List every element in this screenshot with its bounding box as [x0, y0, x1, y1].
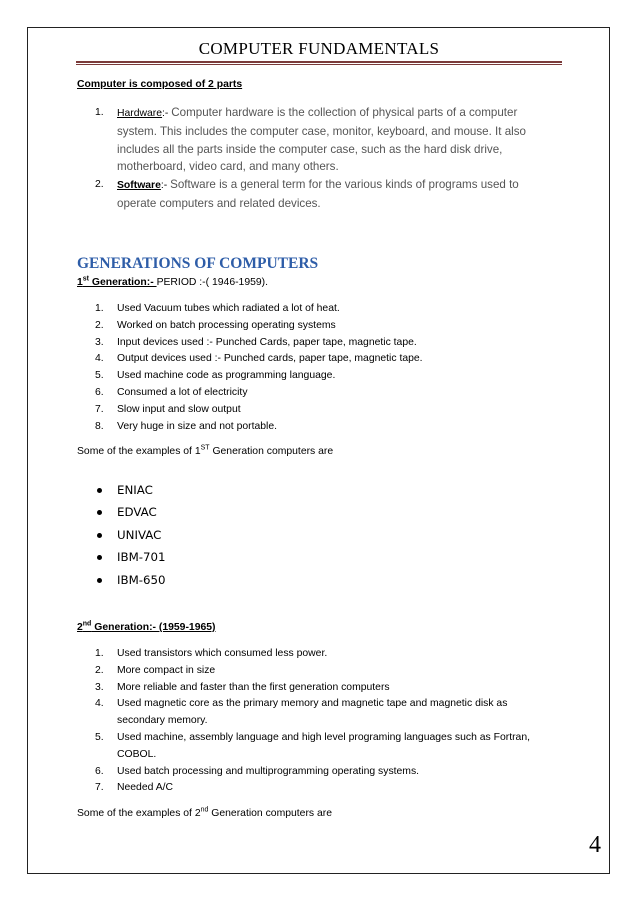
- list-item: 4. Used magnetic core as the primary memory and magnetic tape and magnetic disk as secondary memory.: [95, 698, 508, 727]
- separator: :-: [160, 180, 171, 192]
- header-rule-thin: [76, 64, 562, 65]
- composition-list: [95, 104, 555, 213]
- list-item: 4. Output devices used :- Punched cards, paper tape, magnetic tape.: [95, 353, 423, 365]
- first-generation-examples-intro: Some of the examples of 1ST Generation computers are: [77, 444, 334, 457]
- first-generation-list: [95, 301, 555, 435]
- list-item: 7. Slow input and slow output: [95, 403, 241, 415]
- first-generation-period: PERIOD :-( 1946-1959).: [156, 277, 269, 288]
- list-item: 1. Used transistors which consumed less power.: [95, 648, 328, 659]
- list-number: 2.: [95, 179, 104, 191]
- separator: :-: [162, 108, 172, 119]
- bullet-icon: [97, 488, 102, 493]
- list-item: 7. Needed A/C: [95, 782, 174, 794]
- hardware-line-4: motherboard, video card, and many others.: [117, 160, 339, 174]
- hardware-line-2: system. This includes the computer case, monitor, keyboard, and mouse. It also: [117, 124, 526, 138]
- second-generation-list: [95, 646, 555, 797]
- composition-heading: Computer is composed of 2 parts: [77, 79, 243, 90]
- first-generation-label: 1st Generation:-: [77, 275, 157, 288]
- hardware-line-1: Computer hardware is the collection of physical parts of a computer: [171, 106, 518, 119]
- list-number: 1.: [95, 107, 104, 118]
- first-generation-heading: [77, 277, 268, 288]
- generations-heading: GENERATIONS OF COMPUTERS: [77, 255, 319, 272]
- list-item: 6. Consumed a lot of electricity: [95, 386, 248, 398]
- list-item-hardware: [95, 104, 555, 176]
- software-line-1: Software is a general term for the various kinds of programs used to: [170, 178, 519, 192]
- page-header-title: COMPUTER FUNDAMENTALS: [198, 39, 440, 58]
- bullet-icon: [97, 555, 102, 560]
- second-generation-heading: 2nd Generation:- (1959-1965): [77, 620, 216, 633]
- first-generation-examples-list: [97, 479, 166, 591]
- software-label: Software: [117, 180, 161, 192]
- page-number: 4: [589, 832, 601, 858]
- example-item: IBM-650: [97, 569, 166, 591]
- bullet-icon: [97, 510, 102, 515]
- header-rule: [76, 61, 562, 63]
- hardware-line-3: includes all the parts inside the computer case, such as the hard disk drive,: [117, 142, 503, 156]
- list-item: 1. Used Vacuum tubes which radiated a lot of heat.: [95, 303, 340, 314]
- example-item: EDVAC: [97, 501, 166, 523]
- bullet-icon: [97, 578, 102, 583]
- bullet-icon: [97, 533, 102, 538]
- second-generation-examples-intro: Some of the examples of 2nd Generation computers are: [77, 806, 333, 819]
- list-item: 8. Very huge in size and not portable.: [95, 420, 278, 432]
- list-item: 5. Used machine, assembly language and high level programing languages such as Fortran, COBOL.: [95, 731, 530, 760]
- list-item: 3. More reliable and faster than the first generation computers: [95, 681, 390, 693]
- example-item: ENIAC: [97, 479, 166, 501]
- list-item-software: [95, 176, 555, 213]
- list-item: 2. Worked on batch processing operating systems: [95, 319, 336, 331]
- example-item: IBM-701: [97, 546, 166, 568]
- list-item: 3. Input devices used :- Punched Cards, paper tape, magnetic tape.: [95, 336, 417, 348]
- list-item: 5. Used machine code as programming language.: [95, 370, 336, 382]
- list-item: 2. More compact in size: [95, 664, 216, 676]
- software-line-2: operate computers and related devices.: [117, 196, 321, 210]
- hardware-label: Hardware: [117, 108, 163, 119]
- example-item: UNIVAC: [97, 524, 166, 546]
- list-item: 6. Used batch processing and multiprogramming operating systems.: [95, 765, 420, 777]
